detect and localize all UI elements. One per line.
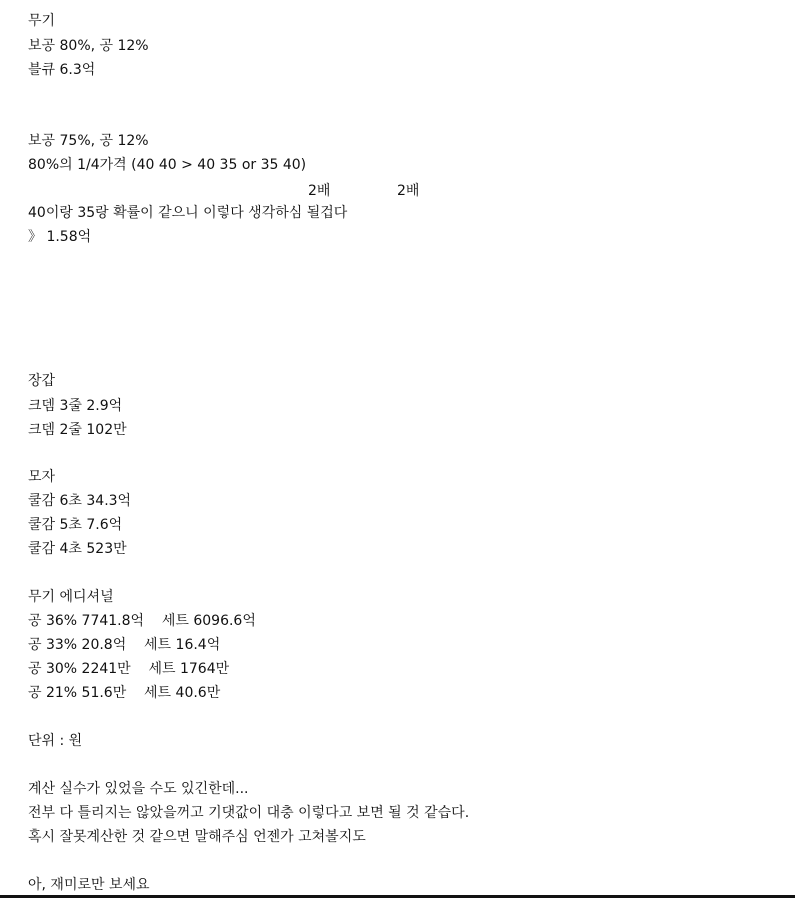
weapon-option-line: 보공 80%, 공 12% — [28, 38, 149, 54]
document-body — [28, 0, 788, 898]
multiplier-note: 2배 — [308, 183, 331, 199]
gloves-price-line: 크뎀 2줄 102만 — [28, 422, 127, 438]
multiplier-note: 2배 — [397, 183, 420, 199]
hat-price-line: 쿨감 5초 7.6억 — [28, 517, 123, 533]
section-heading-hat: 모자 — [28, 469, 56, 485]
additional-price-line: 공 30% 2241만 세트 1764만 — [28, 661, 230, 677]
probability-note-line: 40이랑 35랑 확률이 같으니 이렇다 생각하심 될겁다 — [28, 205, 348, 221]
weapon-option-line: 보공 75%, 공 12% — [28, 133, 149, 149]
closing-note-line: 전부 다 틀리지는 않았을꺼고 기댓값이 대충 이렇다고 보면 될 것 같습다. — [28, 805, 470, 821]
weapon-result-line: 》 1.58억 — [28, 229, 92, 245]
unit-note: 단위 : 원 — [28, 733, 83, 749]
price-explanation-line: 80%의 1/4가격 (40 40 > 40 35 or 35 40) — [28, 157, 307, 173]
hat-price-line: 쿨감 4초 523만 — [28, 541, 127, 557]
section-heading-gloves: 장갑 — [28, 373, 56, 389]
disclaimer-line: 아, 재미로만 보세요 — [28, 877, 150, 893]
additional-price-line: 공 21% 51.6만 세트 40.6만 — [28, 685, 221, 701]
closing-note-line: 계산 실수가 있었을 수도 있긴한데... — [28, 781, 249, 797]
section-heading-weapon-additional: 무기 에디셔널 — [28, 589, 114, 605]
additional-price-line: 공 33% 20.8억 세트 16.4억 — [28, 637, 221, 653]
hat-price-line: 쿨감 6초 34.3억 — [28, 493, 132, 509]
closing-note-line: 혹시 잘못계산한 것 같으면 말해주심 언젠가 고쳐볼지도 — [28, 829, 366, 845]
additional-price-line: 공 36% 7741.8억 세트 6096.6억 — [28, 613, 256, 629]
weapon-price-line: 블큐 6.3억 — [28, 62, 96, 78]
section-heading-weapon: 무기 — [28, 13, 56, 29]
gloves-price-line: 크뎀 3줄 2.9억 — [28, 398, 123, 414]
